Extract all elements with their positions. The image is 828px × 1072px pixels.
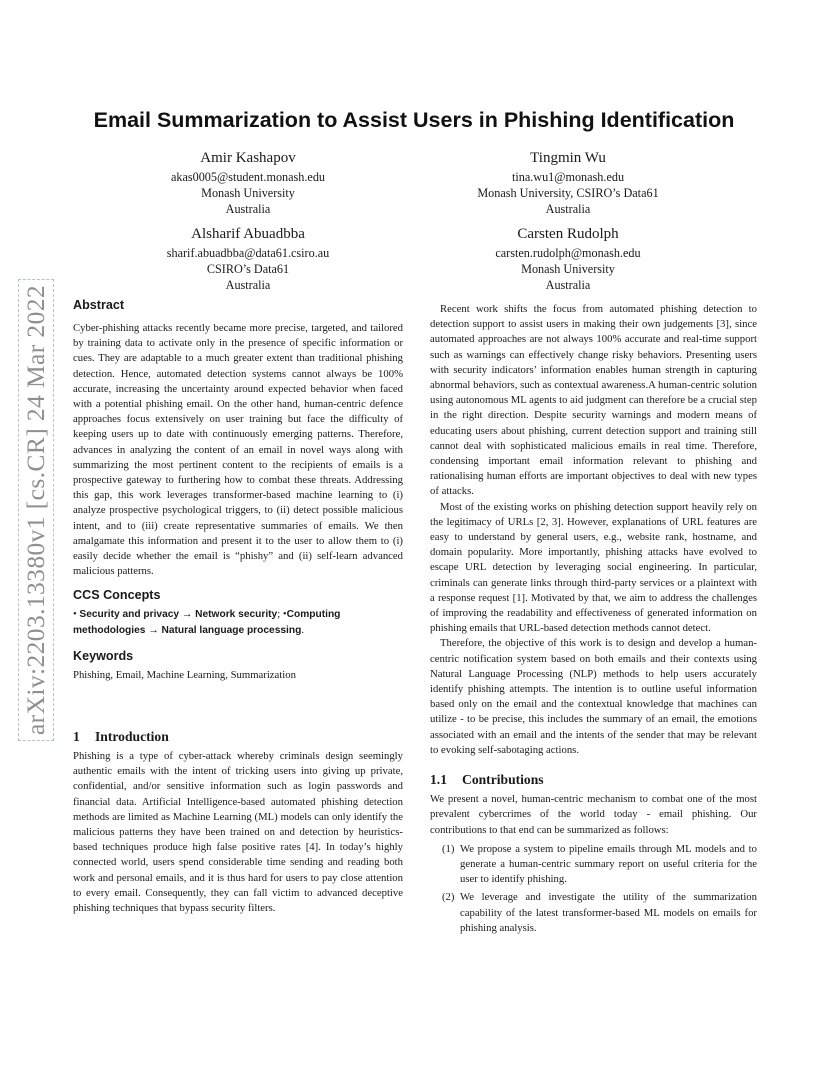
right-column [430, 302, 757, 939]
abstract-text: Cyber-phishing attacks recently became more precise, targeted, and tailored by training data to activate only in the presence of specific information or cues. They are adaptable to a much greater extent than traditional phishing detection. Hence, automated detection systems cannot always be 100% accurate, increasing the uncertainty around expected behavior when faced with a potential phishing email. On the other hand, human-centric defence approaches focus extensively on user training but face the difficulty of keeping users up to date with continuously emerging patterns. Therefore, advances in analyzing the content of an email in novel ways along with summarizing the most pertinent content to the recipients of emails is a prospective gateway to furthering how to combat these threats. Addressing this gap, this work leverages transformer-based machine learning to (i) analyze prospective psychological triggers, to (ii) detect possible malicious intent, and to (iii) create representative summaries of emails. We then amalgamate this information and present it to the user to allow them to (i) easily decide whether the email is “phishy” and (ii) self-learn advanced malicious patterns. [73, 322, 403, 578]
author-affiliation: Monash University, CSIRO’s Data61 [477, 186, 659, 200]
ccs-bullet: • [282, 608, 287, 621]
ccs-concept-1: Security and privacy [79, 609, 180, 621]
author-name: Amir Kashapov [200, 150, 296, 166]
author-email: tina.wu1@monash.edu [511, 170, 625, 184]
intro-heading [73, 729, 403, 745]
author-country: Australia [225, 278, 271, 292]
author-email: carsten.rudolph@monash.edu [495, 246, 641, 260]
contributions-heading [430, 772, 757, 788]
section-number: 1 [73, 729, 80, 745]
author-country: Australia [225, 202, 271, 216]
body-paragraph: Most of the existing works on phishing detection support heavily rely on the legitimacy of URLs [2, 3]. However, explanations of URL features are easy to understand by general users, e.g., website rank, hostname, and domain popularity. More importantly, phishing attacks have evolved to escape URL detection by leveraging social engineering. In particular, criminals can generate links through third-party services or a plaintext with a response request [1]. Motivated by that, we aim to address the challenges of improving the readability and effectiveness of generated information on phishing emails that URL-based detection methods cannot detect. [430, 500, 757, 635]
intro-text: Phishing is a type of cyber-attack whereby criminals design seemingly authentic emails with the intent of tricking users into giving up private, confidential, and/or sensitive information such as login passwords and financial data. Artificial Intelligence-based automated phishing detection methods are limited as Machine Learning (ML) models can only identify the malicious patterns they have been trained on and detection by heuristics-based techniques produce high false positive rates [4]. In today’s highly connected world, users spend considerable time sending and reading both work and personal emails, and it is thus hard for users to pay close attention to every email. Consequently, they can fall victim to advanced deceptive phishing techniques that bypass security filters. [73, 750, 403, 915]
list-item-text: We leverage and investigate the utility of the summarization capability of the latest transformer-based ML models on emails for phishing analysis. [460, 891, 757, 934]
author-block-1 [118, 148, 378, 217]
list-item-text: We propose a system to pipeline emails through ML models and to generate a human-centric summary report on useful criteria for the user to identify phishing. [460, 842, 757, 886]
arxiv-id-text: arXiv:2203.13380v1 [cs.CR] 24 Mar 2022 [21, 282, 51, 738]
ccs-heading: CCS Concepts [73, 588, 161, 603]
author-affiliation: CSIRO’s Data61 [206, 262, 290, 276]
ccs-end: . [301, 623, 304, 636]
list-number: (1) [442, 842, 455, 855]
author-block-4 [438, 224, 698, 293]
author-block-2 [438, 148, 698, 217]
author-country: Australia [545, 278, 591, 292]
contributions-list [430, 842, 757, 936]
ccs-concepts [73, 607, 403, 637]
ccs-concept-1-sub: Network security [195, 609, 278, 621]
ccs-concept-2-sub: Natural language processing [161, 624, 302, 636]
author-name: Carsten Rudolph [517, 226, 619, 242]
author-email: sharif.abuadbba@data61.csiro.au [166, 246, 330, 260]
ccs-arrow: → [148, 623, 159, 636]
ccs-arrow: → [181, 608, 193, 621]
ccs-concept-2: Computing methodologies [73, 609, 341, 636]
left-column [73, 297, 403, 916]
list-number: (2) [442, 891, 455, 904]
ccs-bullet: • [73, 608, 77, 621]
author-name: Alsharif Abuadbba [191, 226, 305, 242]
author-country: Australia [545, 202, 591, 216]
subsection-number: 1.1 [430, 772, 447, 788]
keywords-heading: Keywords [73, 648, 134, 663]
body-paragraph: Therefore, the objective of this work is to design and develop a human-centric notification system based on both emails and their contexts using Natural Language Processing (NLP) methods to help users accurately identify phishing attempts. The intention is to outline useful information based only on the email and the contextual knowledge that machines can utilize - to be precise, this includes the summary of an email, the emotions associated with an email and the intents of the sender that may be relevant to evoking self-sabotaging actions. [430, 637, 757, 756]
author-affiliation: Monash University [201, 186, 295, 200]
section-title: Introduction [95, 729, 169, 745]
body-paragraph: Recent work shifts the focus from automated phishing detection to detection support to assist users in making their own judgements [3], since automated approaches are not always 100% accurate and real-time support such as warnings can effectively change risky behaviors. Presenting users with security indicators’ information enables human strength in capturing abnormal behaviors, such as contextual awareness.A human-centric solution using autonomous ML agents to aid judgment can therefore be a crucial step in the right direction. Despite security warnings and modern means of educating users about phishing, current detection support and training still cannot deal with sophisticated malicious emails in real time. Therefore, condensing important email information relevant to phishing and rationalising human efforts are important objectives to deal with new types of attacks. [430, 303, 757, 498]
list-item [430, 842, 757, 888]
paper-title: Email Summarization to Assist Users in Phishing Identification [93, 108, 735, 132]
subsection-title: Contributions [462, 772, 544, 788]
author-email: akas0005@student.monash.edu [170, 170, 326, 184]
arxiv-stamp [16, 255, 56, 765]
author-block-3 [118, 224, 378, 293]
ccs-separator: ; [277, 608, 281, 621]
contributions-intro: We present a novel, human-centric mechanism to combat one of the most prevalent cybercrimes of the world today - email phishing. Our contributions to that end can be summarized as follows: [430, 793, 757, 836]
list-item [430, 890, 757, 936]
author-name: Tingmin Wu [530, 150, 606, 166]
keywords-text: Phishing, Email, Machine Learning, Summarization [73, 668, 296, 681]
author-affiliation: Monash University [521, 262, 615, 276]
abstract-heading: Abstract [73, 298, 125, 312]
